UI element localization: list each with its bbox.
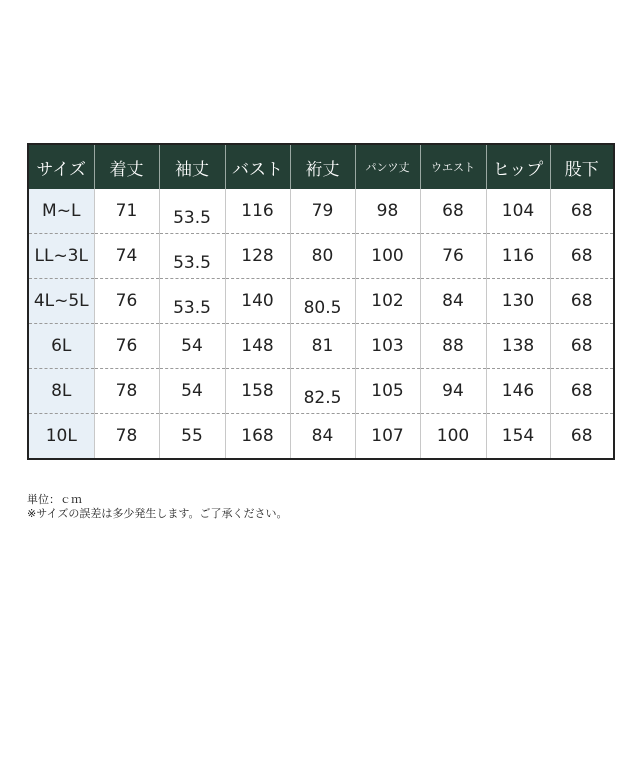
- table-cell: 130: [486, 279, 550, 324]
- table-cell: 148: [225, 324, 290, 369]
- header-hip: ヒップ: [486, 144, 550, 189]
- table-cell: 78: [94, 369, 159, 414]
- table-cell: 100: [420, 414, 486, 460]
- header-bust: バスト: [225, 144, 290, 189]
- table-cell: 138: [486, 324, 550, 369]
- table-cell: 68: [550, 414, 614, 460]
- header-waist: ウエスト: [420, 144, 486, 189]
- table-cell: 103: [355, 324, 420, 369]
- table-row: [28, 369, 614, 414]
- table-cell: 74: [94, 234, 159, 279]
- table-row: [28, 234, 614, 279]
- size-chart-table: [27, 143, 615, 460]
- table-cell: 54: [159, 369, 225, 414]
- table-cell: 168: [225, 414, 290, 460]
- unit-note: 単位：ｃｍ: [27, 493, 82, 506]
- table-cell: 68: [550, 279, 614, 324]
- table-cell: 102: [355, 279, 420, 324]
- size-cell: 4L~5L: [28, 279, 94, 324]
- table-row: [28, 189, 614, 234]
- table-cell: 98: [355, 189, 420, 234]
- table-cell: 82.5: [290, 369, 355, 414]
- table-cell: 76: [94, 324, 159, 369]
- table-cell: 55: [159, 414, 225, 460]
- table-cell: 54: [159, 324, 225, 369]
- table-row: [28, 414, 614, 460]
- size-cell: LL~3L: [28, 234, 94, 279]
- table-cell: 84: [290, 414, 355, 460]
- table-cell: 104: [486, 189, 550, 234]
- size-cell: 6L: [28, 324, 94, 369]
- table-cell: 107: [355, 414, 420, 460]
- header-inseam: 股下: [550, 144, 614, 189]
- header-sleeve: 袖丈: [159, 144, 225, 189]
- table-cell: 68: [550, 324, 614, 369]
- table-cell: 68: [550, 189, 614, 234]
- table-cell: 116: [486, 234, 550, 279]
- table-cell: 146: [486, 369, 550, 414]
- table-cell: 79: [290, 189, 355, 234]
- table-cell: 78: [94, 414, 159, 460]
- table-cell: 88: [420, 324, 486, 369]
- table-cell: 105: [355, 369, 420, 414]
- table-cell: 128: [225, 234, 290, 279]
- table-row: [28, 279, 614, 324]
- header-yuki: 裄丈: [290, 144, 355, 189]
- table-cell: 81: [290, 324, 355, 369]
- table-cell: 76: [420, 234, 486, 279]
- table-cell: 84: [420, 279, 486, 324]
- table-cell: 68: [550, 234, 614, 279]
- header-size: サイズ: [28, 144, 94, 189]
- table-cell: 140: [225, 279, 290, 324]
- table-cell: 100: [355, 234, 420, 279]
- header-length: 着丈: [94, 144, 159, 189]
- size-cell: 8L: [28, 369, 94, 414]
- table-cell: 53.5: [159, 279, 225, 324]
- table-cell: 71: [94, 189, 159, 234]
- disclaimer-note: ※サイズの誤差は多少発生します。ご了承ください。: [27, 507, 288, 520]
- table-cell: 68: [420, 189, 486, 234]
- table-cell: 68: [550, 369, 614, 414]
- table-row: [28, 324, 614, 369]
- table-cell: 76: [94, 279, 159, 324]
- header-pants-length: パンツ丈: [355, 144, 420, 189]
- table-cell: 158: [225, 369, 290, 414]
- table-cell: 80: [290, 234, 355, 279]
- table-cell: 53.5: [159, 189, 225, 234]
- table-cell: 154: [486, 414, 550, 460]
- table-cell: 94: [420, 369, 486, 414]
- size-cell: M~L: [28, 189, 94, 234]
- notes: [27, 493, 287, 521]
- table-cell: 80.5: [290, 279, 355, 324]
- table-cell: 116: [225, 189, 290, 234]
- size-cell: 10L: [28, 414, 94, 460]
- table-header-row: [28, 144, 614, 189]
- table-cell: 53.5: [159, 234, 225, 279]
